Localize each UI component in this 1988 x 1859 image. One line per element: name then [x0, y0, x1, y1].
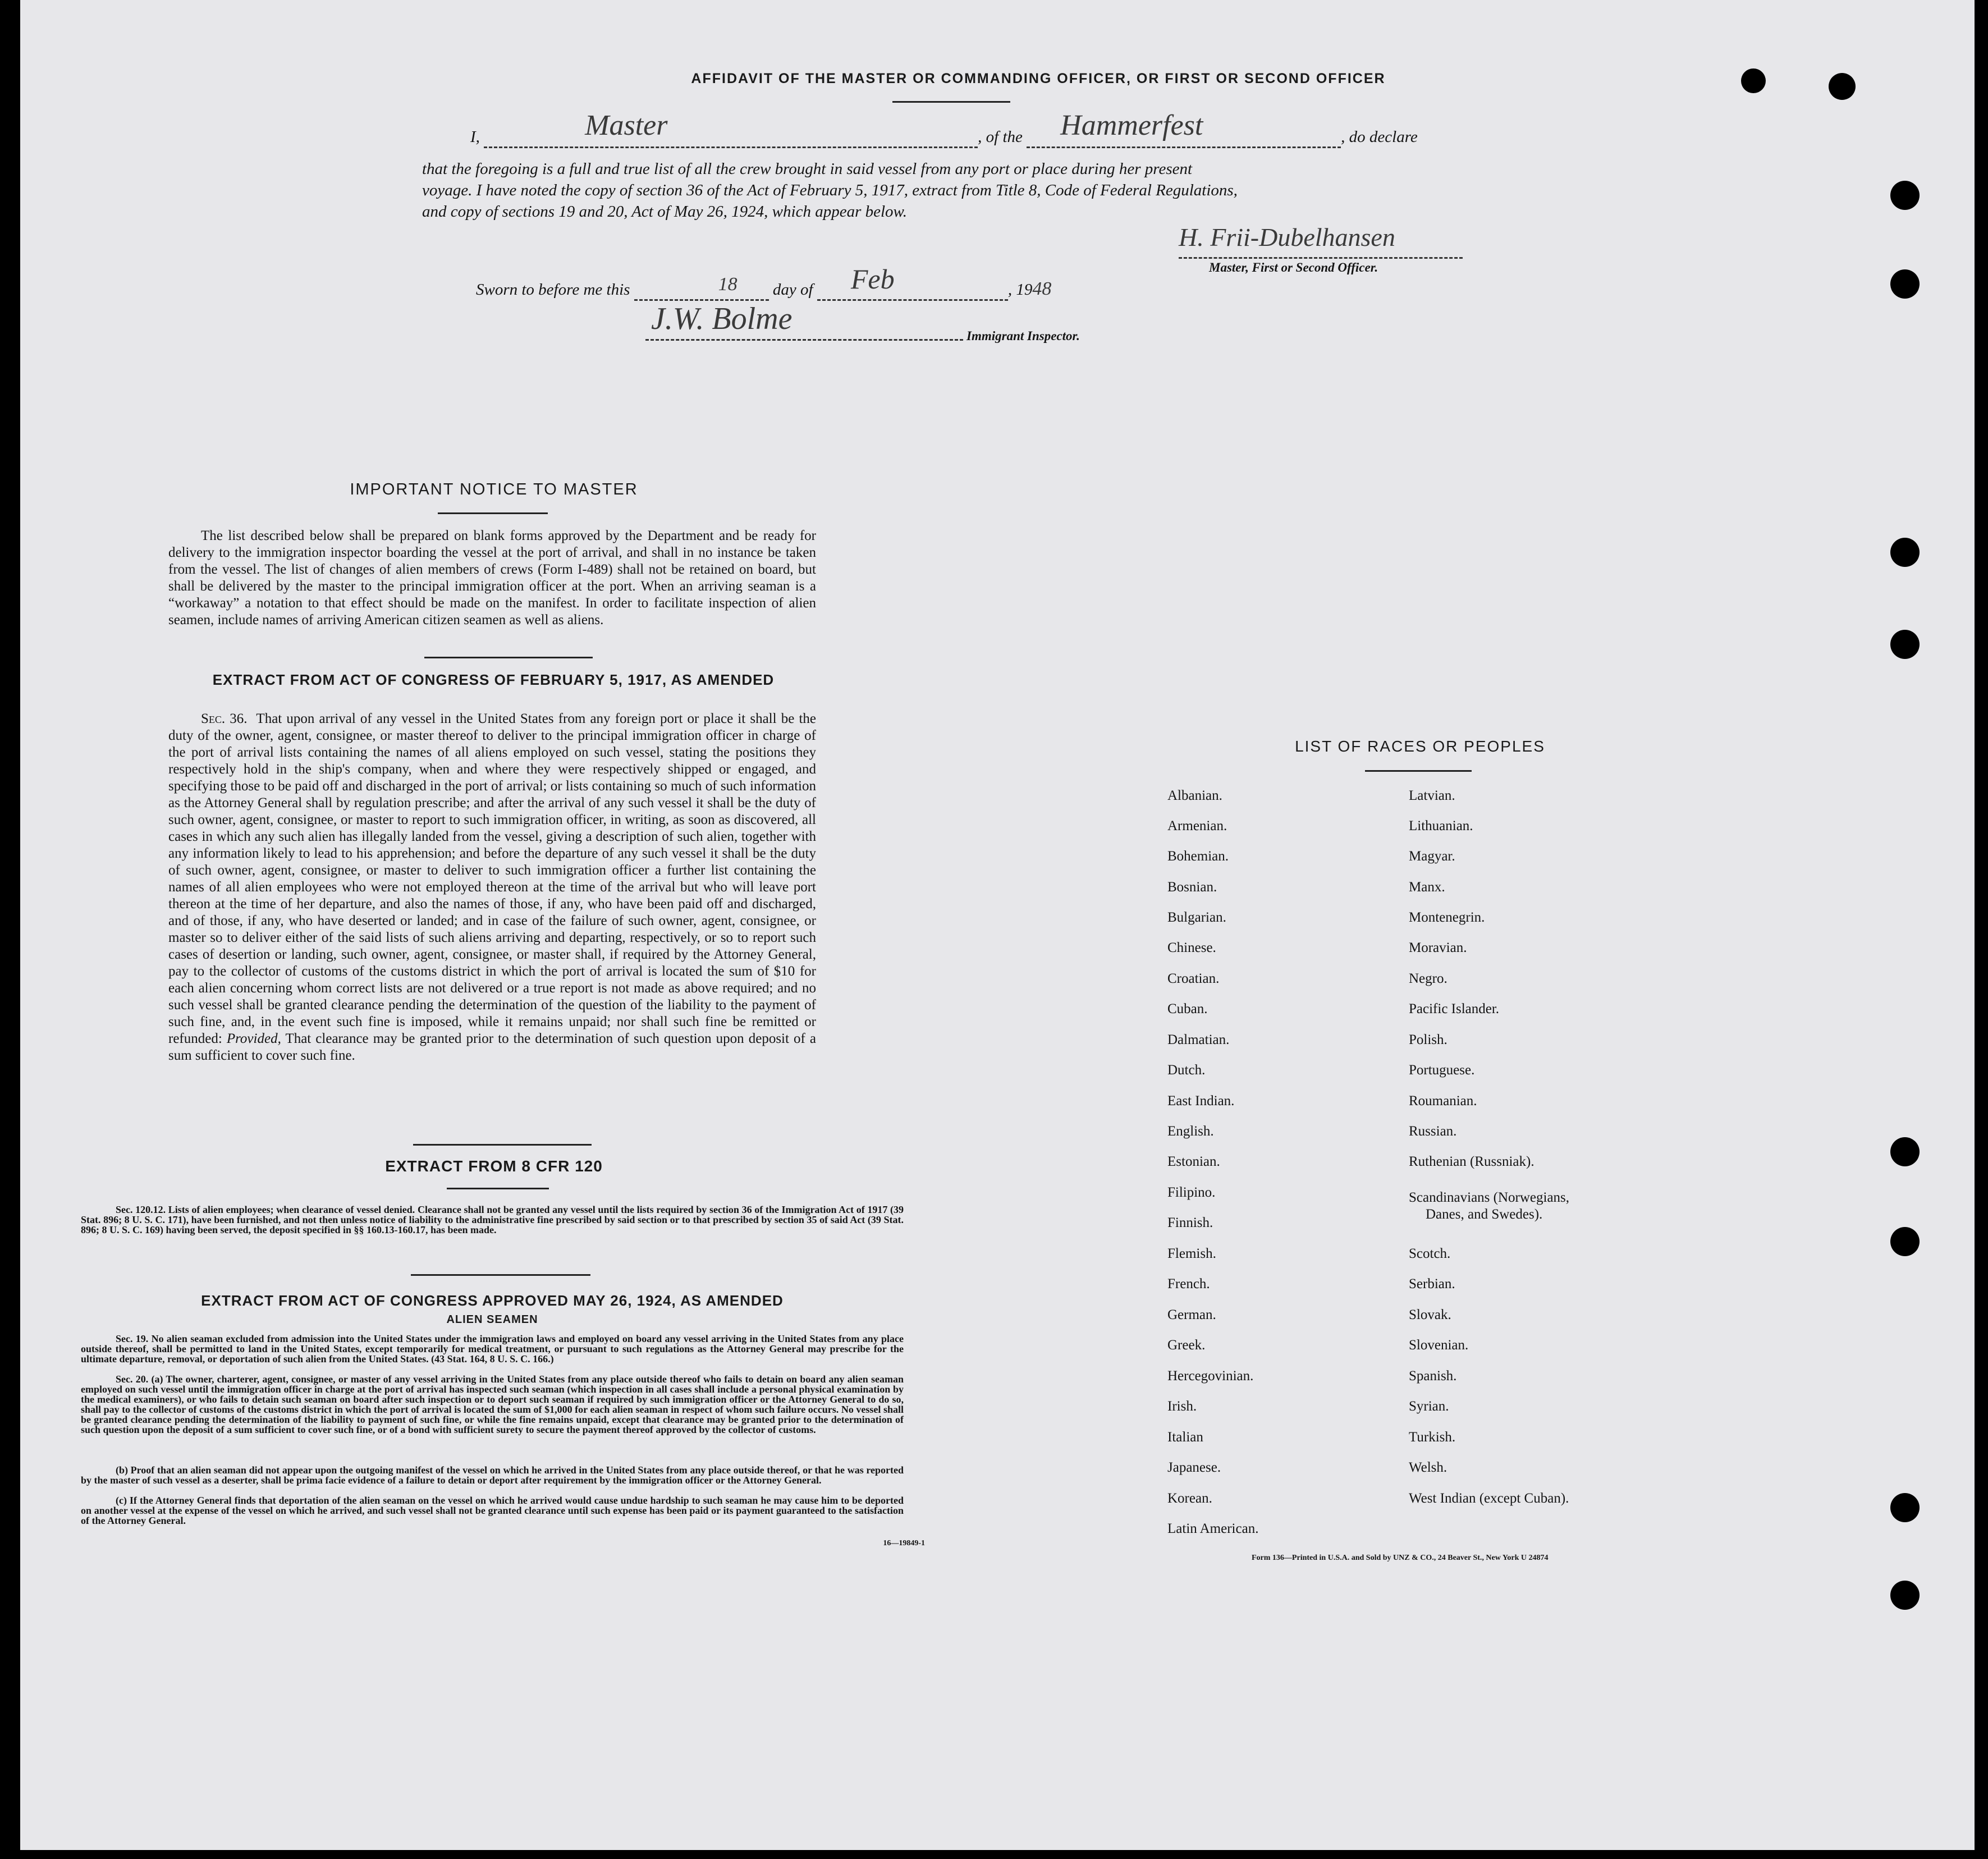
vessel-name-handwritten: Hammerfest: [1060, 109, 1203, 141]
race-item: Italian: [1167, 1430, 1203, 1445]
title-rule: [892, 101, 1010, 103]
provided-label: Provided,: [226, 1031, 281, 1046]
races-title: LIST OF RACES OR PEOPLES: [1295, 738, 1545, 755]
declaration-body-line: voyage. I have noted the copy of section 36 of the Act of February 5, 1917, extract from Title 8, Code of Federal Regulations,: [422, 181, 1238, 199]
race-item: Danes, and Swedes).: [1426, 1207, 1543, 1222]
sworn-day-field: [634, 274, 769, 301]
section-36-text: That upon arrival of any vessel in the United States from any foreign port or place it shall be the duty of the owner, agent, consignee, or master thereof to deliver to the principal immigration officer in charge of the port of arrival lists containing the names of all aliens employed on such vessel, stating the positions they respectively hold in the ship's company, when and where they were respectively shipped or engaged, and specifying those to be paid off and discharged in the port of arrival; or lists containing so much of such information as the Attorney General shall by regulation prescribe; and after the arrival of any such vessel it shall be the duty of such owner, agent, consignee, or master to report to such immigration officer, in writing, as soon as discovered, all cases in which any such alien has illegally landed from the vessel, giving a description of such alien, together with any information likely to lead to his apprehension; and before the departure of any such vessel it shall be the duty of such owner, agent, consignee, or master to deliver to such immigration officer a further list containing the names of all alien employees who were not employed thereon at the time of the arrival but who will leave port thereon at the time of her departure, and also the names of those, if any, who have been paid off and discharged, and of those, if any, who have deserted or landed; and in case of the failure of such owner, agent, consignee, or master so to deliver either of the said lists of such aliens arriving and departing, respectively, or so to report such cases of desertion or landing, such owner, agent, consignee, or master shall, if required by the Attorney General, pay to the collector of customs of the customs district in which the port of arrival is located the sum of $10 for each alien concerning whom correct lists are not delivered or a true report is not made as above required; and no such vessel shall be granted clearance pending the determination of the question of the liability to the payment of such fine, and, in the event such fine is imposed, while it remains unpaid; nor shall such fine be remitted or refunded:: [168, 711, 817, 1046]
race-item: Greek.: [1167, 1338, 1206, 1353]
section-36-text-end: That clearance may be granted prior to the determination of such question upon deposit of a sum sufficient to cover such fine.: [168, 1031, 816, 1063]
race-item: Spanish.: [1409, 1368, 1457, 1384]
race-item: Armenian.: [1167, 818, 1227, 834]
declaration-line: [470, 109, 1503, 148]
punch-hole: [1829, 73, 1856, 100]
sworn-label: Sworn to before me this: [476, 281, 630, 299]
sworn-day-handwritten: 18: [718, 274, 738, 295]
race-item: Bohemian.: [1167, 849, 1229, 864]
vessel-name-field: [1027, 109, 1341, 148]
race-item: Ruthenian (Russniak).: [1409, 1154, 1534, 1169]
race-item: Cuban.: [1167, 1001, 1208, 1017]
race-item: Scandinavians (Norwegians,: [1409, 1190, 1570, 1205]
race-item: French.: [1167, 1276, 1210, 1292]
sworn-month-handwritten: Feb: [850, 263, 895, 295]
master-signature-line: [1179, 257, 1463, 259]
form-code: 16—19849-1: [883, 1539, 925, 1547]
race-item: Welsh.: [1409, 1460, 1448, 1475]
race-item: Slovenian.: [1409, 1338, 1469, 1353]
race-item: Latin American.: [1167, 1521, 1259, 1536]
master-name-field: [484, 109, 978, 148]
notice-title: IMPORTANT NOTICE TO MASTER: [350, 480, 638, 498]
punch-hole: [1890, 1581, 1920, 1610]
inspector-signature-line: [645, 339, 963, 341]
race-item: Latvian.: [1409, 788, 1455, 803]
race-item: Lithuanian.: [1409, 818, 1473, 834]
race-item: Magyar.: [1409, 849, 1455, 864]
master-name-handwritten: Master: [585, 109, 668, 141]
punch-hole: [1890, 1137, 1920, 1166]
cfr-rule: [447, 1188, 549, 1189]
master-signature: H. Frii-Dubelhansen: [1179, 223, 1395, 251]
punch-hole: [1890, 1493, 1920, 1522]
race-item: Dalmatian.: [1167, 1032, 1230, 1047]
year-label: , 19: [1007, 281, 1033, 299]
race-item: Flemish.: [1167, 1246, 1216, 1261]
race-item: Montenegrin.: [1409, 910, 1485, 925]
punch-hole: [1741, 68, 1766, 93]
inspector-caption: Immigrant Inspector.: [966, 329, 1080, 343]
notice-rule: [438, 512, 548, 514]
notice-body: The list described below shall be prepared on blank forms approved by the Department and be ready for delivery to the immigration inspector boarding the vessel at the port of arrival, and shall in no instance be taken from the vessel. The list of changes of alien members of crews (Form I-489) shall not be retained on board, but shall be delivered by the master to the principal immigration officer at the port. When an arriving seaman is a “workaway” a notation to that effect should be made on the manifest. In order to facilitate inspection of alien seamen, include names of arriving American citizen seamen as well as aliens.: [168, 528, 816, 628]
section-rule: [424, 657, 593, 658]
declaration-body-line: that the foregoing is a full and true list of all the crew brought in said vessel from any port or place during her present: [422, 160, 1193, 178]
of-the-label: , of the: [978, 128, 1023, 146]
race-item: Filipino.: [1167, 1185, 1216, 1200]
alien-seamen-subtitle: ALIEN SEAMEN: [446, 1313, 538, 1326]
extract-1917-title: EXTRACT FROM ACT OF CONGRESS OF FEBRUARY 5, 1917, AS AMENDED: [212, 671, 775, 688]
i-label: I,: [470, 128, 480, 146]
section-rule: [413, 1144, 592, 1146]
punch-hole: [1890, 630, 1920, 659]
race-item: Irish.: [1167, 1399, 1197, 1414]
race-item: Manx.: [1409, 880, 1445, 895]
day-of-label: day of: [772, 281, 813, 299]
race-item: Slovak.: [1409, 1307, 1451, 1322]
sworn-year-handwritten: 48: [1032, 278, 1052, 299]
punch-hole: [1890, 181, 1920, 210]
race-item: German.: [1167, 1307, 1216, 1322]
punch-hole: [1890, 269, 1920, 299]
race-item: Russian.: [1409, 1124, 1457, 1139]
affidavit-title: AFFIDAVIT OF THE MASTER OR COMMANDING OFFICER, OR FIRST OR SECOND OFFICER: [691, 71, 1386, 86]
race-item: Roumanian.: [1409, 1093, 1477, 1109]
race-item: Japanese.: [1167, 1460, 1221, 1475]
form-footer: Form 136—Printed in U.S.A. and Sold by UNZ & CO., 24 Beaver St., New York U 24874: [1252, 1554, 1549, 1562]
race-item: Syrian.: [1409, 1399, 1449, 1414]
race-item: Finnish.: [1167, 1215, 1213, 1230]
race-item: Negro.: [1409, 971, 1448, 986]
extract-1924-title: EXTRACT FROM ACT OF CONGRESS APPROVED MAY 26, 1924, AS AMENDED: [201, 1292, 784, 1309]
punch-hole: [1890, 1227, 1920, 1256]
race-item: Korean.: [1167, 1491, 1212, 1506]
race-item: Scotch.: [1409, 1246, 1451, 1261]
races-rule: [1365, 770, 1472, 772]
race-item: Portuguese.: [1409, 1063, 1475, 1078]
race-item: Bulgarian.: [1167, 910, 1226, 925]
race-item: Estonian.: [1167, 1154, 1220, 1169]
race-item: Pacific Islander.: [1409, 1001, 1500, 1017]
extract-cfr-body: Sec. 120.12. Lists of alien employees; when clearance of vessel denied. Clearance shall not be granted any vessel until the lists required by section 36 of the Immigration Act of 1917 (39 Stat. 896; 8 U. S. C. 171), have been furnished, and not then unless notice of liability to the administrative fine prescribed by said section or to that prescribed by section 35 of said Act (39 Stat. 896; 8 U. S. C. 169) having been served, the deposit specified in §§ 160.13-160.17, has been made.: [81, 1204, 904, 1235]
section-19-text: Sec. 19. No alien seaman excluded from admission into the United States under the immigration laws and employed on board any vessel arriving in the United States from any place outside thereof, shall be permitted to land in the United States, except temporarily for medical treatment, or pursuant to such regulations as the Attorney General may prescribe for the ultimate departure, removal, or deportation of such alien from the United States. (43 Stat. 164, 8 U. S. C. 166.): [81, 1333, 904, 1365]
race-item: Moravian.: [1409, 940, 1467, 955]
master-caption: Master, First or Second Officer.: [1209, 260, 1378, 274]
race-item: English.: [1167, 1124, 1214, 1139]
race-item: Dutch.: [1167, 1063, 1206, 1078]
race-item: Hercegovinian.: [1167, 1368, 1254, 1384]
extract-1917-body: [168, 711, 816, 1064]
section-36-label: Sec. 36.: [201, 711, 248, 726]
section-rule: [411, 1274, 590, 1276]
inspector-signature: J.W. Bolme: [651, 301, 793, 336]
race-item: Polish.: [1409, 1032, 1448, 1047]
section-20c-text: (c) If the Attorney General finds that deportation of the alien seaman on the vessel on which he arrived would cause undue hardship to such seaman he may cause him to be deported on another vessel at the expense of the vessel on which he arrived, and such vessel shall not be granted clearance until such expense has been paid or its payment guaranteed to the satisfaction of the Attorney General.: [81, 1495, 904, 1526]
declaration-body: [422, 158, 1495, 222]
race-item: Chinese.: [1167, 940, 1216, 955]
race-item: Bosnian.: [1167, 880, 1217, 895]
sworn-month-field: [817, 263, 1008, 301]
race-item: East Indian.: [1167, 1093, 1235, 1109]
section-20a-text: Sec. 20. (a) The owner, charterer, agent, consignee, or master of any vessel arriving in the United States from any place outside thereof who fails to detain on board any alien seaman employed on such vessel until the immigration officer in charge at the port of arrival has inspected such seaman (which inspection in all cases shall include a personal physical examination by the medical examiners), or who fails to detain such seaman on board after such inspection or to deport such seaman if required by such immigration officer or the Attorney General to do so, shall pay to the collector of customs of the customs district in which the port of arrival is located the sum of $1,000 for each alien seaman in respect of whom such failure occurs. No vessel shall be granted clearance pending the determination of the liability to payment of such fine, or while the fine remains unpaid, except that clearance may be granted prior to the determination of such question upon the deposit of a sum sufficient to cover such fine, or of a bond with sufficient surety to secure the payment thereof approved by the collector of customs.: [81, 1373, 904, 1435]
punch-hole: [1890, 538, 1920, 567]
sworn-line: [476, 263, 1052, 301]
do-declare-label: , do declare: [1341, 128, 1418, 146]
section-20b-text: (b) Proof that an alien seaman did not appear upon the outgoing manifest of the vessel on which he arrived in the United States from any place outside thereof, or that he was reported by the master of such vessel as a deserter, shall be prima facie evidence of a failure to detain or deport after requirement by the immigration officer or the Attorney General.: [81, 1464, 904, 1486]
race-item: Turkish.: [1409, 1430, 1456, 1445]
race-item: West Indian (except Cuban).: [1409, 1491, 1569, 1506]
race-item: Albanian.: [1167, 788, 1222, 803]
race-item: Croatian.: [1167, 971, 1220, 986]
race-item: Serbian.: [1409, 1276, 1455, 1292]
declaration-body-line: and copy of sections 19 and 20, Act of May 26, 1924, which appear below.: [422, 203, 907, 221]
extract-cfr-title: EXTRACT FROM 8 CFR 120: [385, 1157, 603, 1175]
